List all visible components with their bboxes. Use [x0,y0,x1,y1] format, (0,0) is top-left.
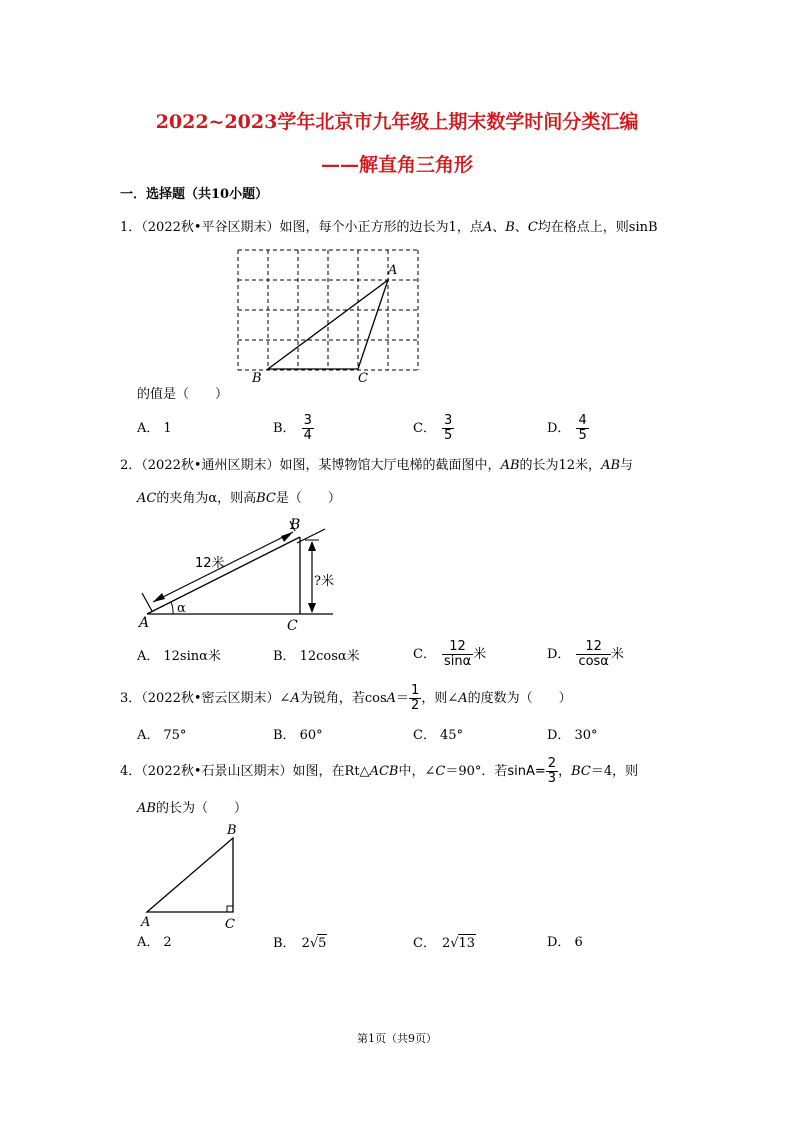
numerator: 1 [411,683,420,698]
question-4-text-line2 [137,800,247,818]
var-AB: AB [137,801,156,816]
numerator: 12 [576,640,610,655]
question-source: （2022秋•平谷区期末） [141,220,280,235]
height-label: ?米 [314,574,334,589]
var-BC: BC [256,491,276,506]
q4-text5: ＝4，则 [590,764,639,779]
equals: ＝ [396,691,410,706]
option-d[interactable] [547,640,624,669]
question-4-text [120,755,638,791]
arrowhead [153,593,165,602]
arrowhead [281,532,293,542]
var-A: A [290,691,300,706]
var-AB: AB [500,458,520,473]
option-label: B． [273,649,296,664]
question-source: （2022秋•石景山区期末） [141,764,293,779]
radical-sign: √ [450,936,459,951]
sep: 、 [492,220,506,235]
q4-options [137,934,737,954]
option-label: B． [273,421,296,436]
alpha-label: α [177,601,186,616]
fraction [442,640,473,669]
sep: 、 [514,220,528,235]
numerator: 3 [443,413,453,428]
page-title: 2022~2023学年北京市九年级上期末数学时间分类汇编 [155,111,639,133]
option-label: D． [547,728,571,743]
numerator: 3 [303,413,312,428]
var-B: B [505,220,515,235]
denominator: 3 [547,771,557,786]
question-2-text-line2 [137,490,341,508]
option-label: D． [547,935,571,950]
option-label: A． [137,649,160,664]
option-b[interactable] [273,934,327,953]
option-a[interactable] [137,727,186,745]
option-value: 75° [163,728,187,743]
q3-text2: 为锐角，若cos [299,691,387,706]
option-b[interactable] [273,414,314,443]
option-value: 30° [574,728,598,743]
var-ACB: ACB [369,764,399,779]
option-c[interactable] [413,640,486,669]
option-label: C． [413,421,436,436]
option-c[interactable] [413,934,476,953]
radical-sign: √ [309,936,319,951]
q4-text6: 的长为（ ） [155,801,247,816]
page-subtitle: ——解直角三角形 [320,154,473,176]
question-3-text [120,682,572,718]
option-c[interactable] [413,414,454,443]
option-d[interactable] [547,414,589,443]
numerator: 4 [578,413,587,428]
q3-text3: ，则∠ [421,691,459,706]
arrowhead [308,541,316,551]
denominator: cosα [578,654,609,669]
unit: 米 [473,647,487,662]
option-label: D． [547,421,571,436]
coefficient: 2 [441,936,451,951]
q3-text4: 的度数为（ ） [467,691,572,706]
length-label: 12米 [195,556,225,571]
right-angle-mark [227,906,233,912]
fraction [302,414,314,443]
arrowhead [308,603,316,613]
unit: 米 [610,647,624,662]
denominator: 5 [578,428,587,443]
fraction [442,414,454,443]
fraction [409,684,421,713]
var-A: A [386,691,397,706]
denominator: 5 [443,428,453,443]
numerator: 2 [547,756,557,771]
option-label: A． [137,421,160,436]
var-AC: AC [137,491,157,506]
var-C: C [527,220,538,235]
section-heading: 一．选择题（共10小题） [120,187,269,202]
end-mark [142,593,152,611]
label-C: C [287,618,298,634]
question-source: （2022秋•通州区期末） [141,458,280,473]
question-number: 1． [120,220,142,235]
option-c[interactable] [413,727,463,745]
fraction [546,757,558,786]
q1-options [137,414,737,448]
q1-text-before: 如图，每个小正方形的边长为1，点 [279,220,483,235]
option-a[interactable] [137,648,221,666]
q4-text2: 中，∠ [398,764,436,779]
option-d[interactable] [547,934,583,952]
option-label: C． [413,647,436,662]
option-label: C． [413,936,436,951]
var-C: C [435,764,446,779]
option-label: B． [273,936,296,951]
q1-sinB: sinB [628,220,658,235]
option-label: D． [547,647,571,662]
q1-text-mid: 均在格点上，则 [537,220,629,235]
fraction [576,640,610,669]
numerator: 12 [442,640,473,655]
option-value: 12cosα米 [299,649,360,664]
denominator: sinα [443,654,472,669]
option-value: 45° [439,728,463,743]
label-B: B [227,823,237,838]
label-B: B [252,371,262,384]
label-C: C [225,917,235,932]
q3-text1: ∠ [279,691,291,706]
option-label: A． [137,935,160,950]
question-number: 2． [120,458,142,473]
question-2-text [120,457,633,475]
radicand: 5 [318,936,327,951]
question-number: 3． [120,691,142,706]
option-a[interactable] [137,420,172,438]
q1-tail: 的值是（ ） [137,387,229,402]
question-number: 4． [120,764,142,779]
option-label: A． [137,728,160,743]
option-label: B． [273,728,296,743]
denominator: 2 [411,698,420,713]
var-AB: AB [601,458,621,473]
question-1-text [120,219,658,237]
q4-text1: 如图，在Rt△ [292,764,370,779]
option-value: 1 [163,421,172,436]
option-value: 6 [574,935,583,950]
label-B: B [290,517,301,533]
label-C: C [358,371,368,384]
right-triangle [147,838,233,912]
label-A: A [139,615,150,631]
q4-text4: ， [558,764,572,779]
escalator-line [147,537,300,614]
top-platform [297,529,325,543]
question-source: （2022秋•密云区期末） [141,691,280,706]
option-a[interactable] [137,934,172,952]
label-A: A [388,263,398,278]
q3-options [137,727,737,747]
q2-options [137,640,737,674]
q2-text4: 的夹角为α，则高 [156,491,257,506]
q2-escalator-figure [135,515,345,635]
q2-text5: 是（ ） [275,491,341,506]
q2-text1: 如图，某博物馆大厅电梯的截面图中， [279,458,501,473]
coefficient: 2 [301,936,310,951]
option-value: 12sinα米 [163,649,221,664]
q2-text2: 的长为12米， [519,458,602,473]
var-BC: BC [571,764,591,779]
angle-arc [171,602,173,614]
sinA: sinA= [507,764,546,779]
option-d[interactable] [547,727,597,745]
var-A: A [458,691,468,706]
q4-text3: ＝90°．若 [445,764,508,779]
denominator: 4 [303,428,312,443]
q2-text3: 与 [620,458,634,473]
fraction [576,414,588,443]
var-A: A [482,220,493,235]
option-value: 2 [163,935,172,950]
page-footer: 第1页（共9页） [357,1032,437,1045]
option-label: C． [413,728,436,743]
option-b[interactable] [273,727,323,745]
option-value: 60° [299,728,323,743]
q4-triangle-figure [135,820,255,932]
radicand: 13 [458,936,476,951]
q1-grid-figure [230,244,430,384]
option-b[interactable] [273,648,360,666]
label-A: A [141,915,151,930]
